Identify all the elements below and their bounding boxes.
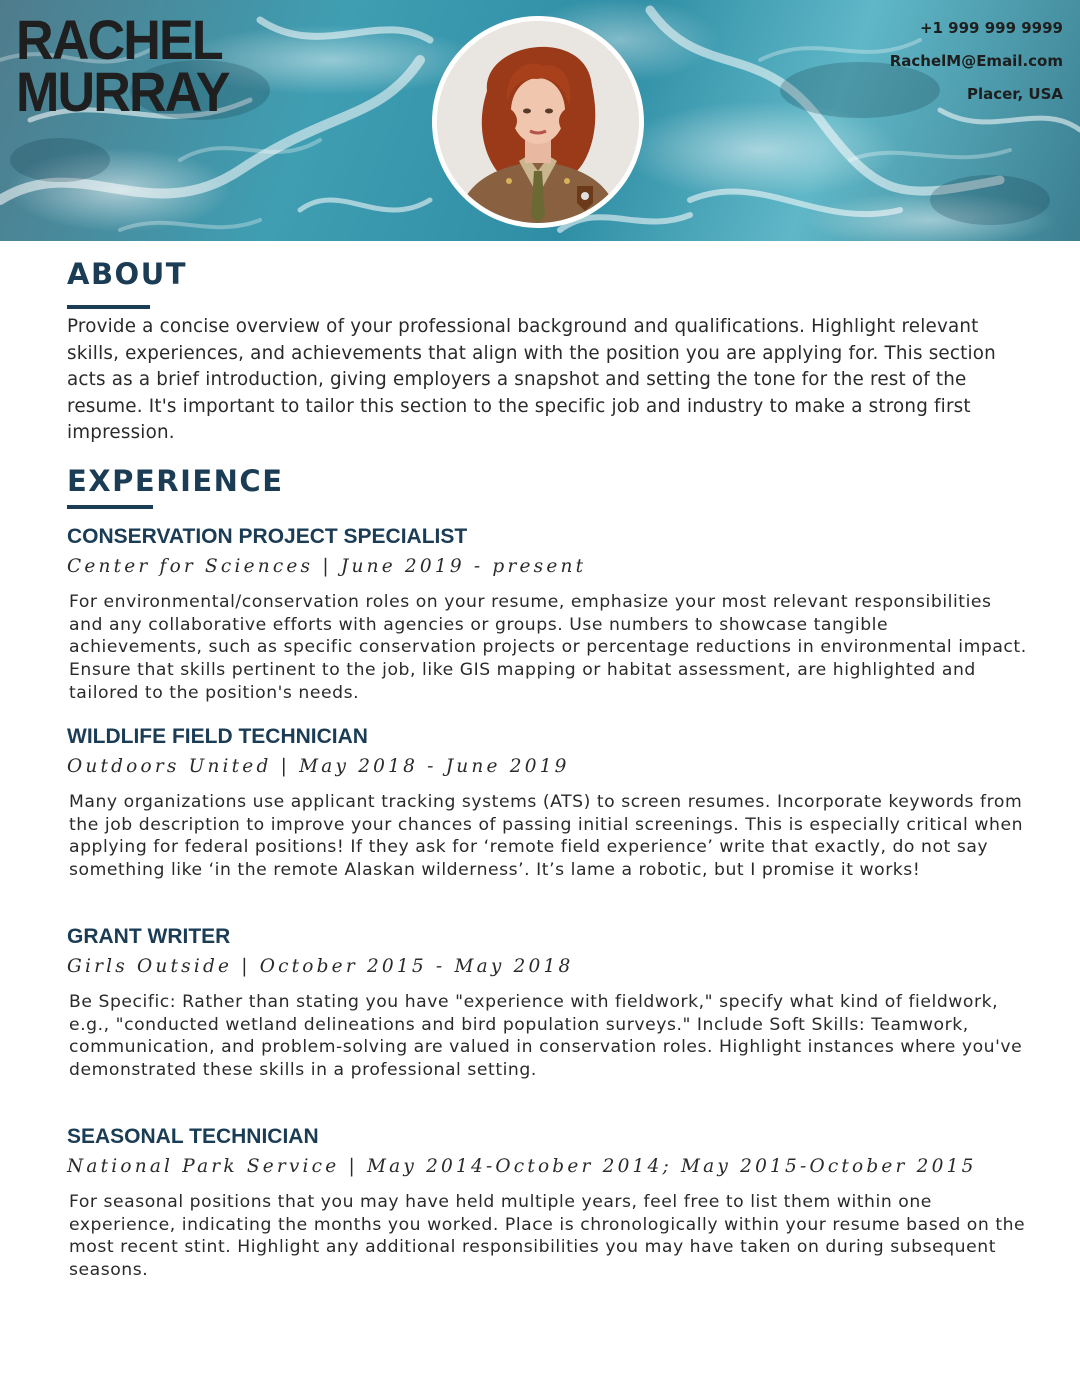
location: Placer, USA xyxy=(966,85,1063,103)
job-description: For seasonal positions that you may have held multiple years, feel free to list them within one experience, indicating the months you worked. Place is chronologically within your resume based on the most recent stint. Highlight any additional responsibilities you may have taken on during subsequent seasons. xyxy=(69,1192,1026,1281)
first-name: RACHEL xyxy=(16,8,222,71)
job-employer-dates: National Park Service | May 2014-October 2014; May 2015-October 2015 xyxy=(67,1156,977,1177)
portrait-image xyxy=(437,21,639,223)
job-description: Be Specific: Rather than stating you have "experience with fieldwork," specify what kind of fieldwork, e.g., "conducted wetland delineations and bird population surveys." Include Soft Skills: Teamwork, communication, and problem-solving are valued in conservation roles. Highlight instances where you've demonstrated these skills in a professional setting. xyxy=(69,992,1023,1081)
about-text: Provide a concise overview of your professional background and qualifications. Highlight relevant skills, experiences, and achievements that align with the position you are applying for. This section acts as a brief introduction, giving employers a snapshot and setting the tone for the rest of the resume. It's important to tailor this section to the specific job and industry to make a strong first impression. xyxy=(67,316,996,444)
profile-photo xyxy=(432,16,644,228)
job-title: SEASONAL TECHNICIAN xyxy=(67,1125,319,1148)
job-title: WILDLIFE FIELD TECHNICIAN xyxy=(67,725,368,748)
job-employer-dates: Center for Sciences | June 2019 - present xyxy=(67,556,587,577)
job-employer-dates: Girls Outside | October 2015 - May 2018 xyxy=(67,956,574,977)
experience-heading: EXPERIENCE xyxy=(67,464,284,498)
job-title: GRANT WRITER xyxy=(67,925,231,948)
experience-underline xyxy=(67,505,153,509)
about-underline xyxy=(67,305,150,309)
job-entry xyxy=(67,1124,1027,1282)
phone-number: +1 999 999 9999 xyxy=(919,19,1063,37)
last-name: MURRAY xyxy=(16,60,229,123)
contact-info xyxy=(890,12,1063,111)
about-heading: ABOUT xyxy=(67,257,188,291)
job-entry xyxy=(67,724,1027,882)
email-address: RachelM@Email.com xyxy=(889,52,1063,70)
job-entry xyxy=(67,524,1027,705)
header-banner xyxy=(0,0,1080,241)
job-description: Many organizations use applicant tracking systems (ATS) to screen resumes. Incorporate keywords from the job description to improve your chances of passing initial screenings. This is especially critical when applying for federal positions! If they ask for ‘remote field experience’ write that exactly, do not say something like ‘in the remote Alaskan wilderness’. It’s lame a robotic, but I promise it works! xyxy=(69,792,1024,881)
job-description: For environmental/conservation roles on your resume, emphasize your most relevant responsibilities and any collaborative efforts with agencies or groups. Use numbers to showcase tangible achievements, such as specific conservation projects or percentage reductions in environmental impact. Ensure that skills pertinent to the job, like GIS mapping or habitat assessment, are highlighted and tailored to the position's needs. xyxy=(69,592,1027,703)
job-entry xyxy=(67,924,1027,1082)
candidate-name xyxy=(16,8,229,123)
job-employer-dates: Outdoors United | May 2018 - June 2019 xyxy=(67,756,570,777)
job-title: CONSERVATION PROJECT SPECIALIST xyxy=(67,525,468,548)
